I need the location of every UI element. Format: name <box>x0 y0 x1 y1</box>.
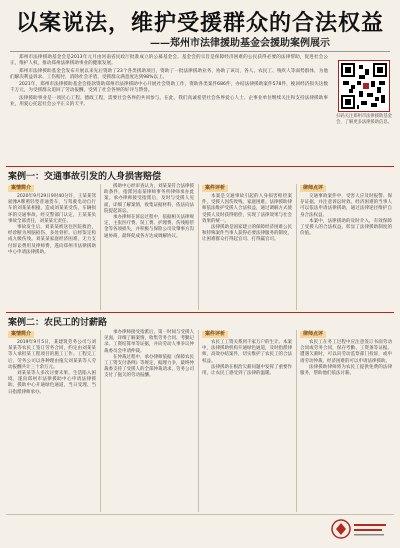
case2-paragraph: 在仲裁过程中，承办律师依据《保障农民工工资支付条例》等规定，据理力争，最终仲裁委支持了受援人的全部仲裁请求，劳务公司支付了拖欠的劳动报酬。 <box>104 354 194 379</box>
foundation-logo-icon <box>330 518 388 540</box>
case2-heading: 案例二：农民工的讨薪路 <box>8 318 108 328</box>
page-subtitle: ——郑州市法律援助基金会援助案例展示 <box>150 38 330 49</box>
case2-column-2 <box>104 330 194 380</box>
intro-paragraph: 郑州市法律援助基金会发布开展以来先后资助了23个各类援助项目，资助了一批法律援助业务，协助了该员，各人、农民工、残疾人等弱势群体，为他们解决利益诉求、工伤赔付，消除社会矛盾，受援群众满意度达到98%以上。 <box>10 68 328 80</box>
qr-caption: 扫码关注郑州市法律援助基金会，了解更多法律援助信息。 <box>336 114 392 125</box>
column-divider <box>198 184 199 310</box>
case1-paragraph: 交通事故案件中，受害人应及时报警、保存证据，并注意诉讼时效。经济困难的当事人可以依法申请法律援助，通过法律途径维护自身合法权益。 <box>300 194 392 218</box>
case1-column-4 <box>300 184 392 237</box>
case1-tag-analysis: 案件评析 <box>202 185 228 192</box>
top-divider <box>10 51 390 52</box>
case2-paragraph: 2019年9月5日，某建筑劳务公司与刘某某等农民工签订劳务合同，约定由刘某某等人承担某工程项目的施工工作。工程完工后，劳务公司以各种理由拖欠刘某某等人劳动报酬共计三十余万元。 <box>8 340 96 370</box>
case2-column-1 <box>8 330 96 396</box>
case1-paragraph: 本案中，法律援助的及时介入，有效保障了受援人的合法权益，彰显了法律援助制度的价值。 <box>300 218 392 237</box>
qr-code-icon[interactable] <box>338 60 390 112</box>
column-divider <box>198 330 199 512</box>
case1-column-2 <box>104 184 194 240</box>
case2-paragraph: 刘某某等人多次讨要未果，生活陷入困境，遂向郑州市法律援助中心申请法律援助。援助中心开通绿色通道，当日受理、当日指派律师承办。 <box>8 371 96 395</box>
case2-paragraph: 承办律师接受指派后，第一时间与受援人见面，详细了解案情，收集劳务合同、考勤记录、工资结算单等证据，并向劳动人事争议仲裁委员会申请仲裁。 <box>104 330 194 354</box>
qr-code-graphic <box>339 61 389 111</box>
case2-paragraph: 法律援助在根治欠薪问题中发挥了重要作用，让农民工感受到了法律的温暖。 <box>202 364 292 377</box>
case2-column-3 <box>202 330 292 377</box>
case1-paragraph: 法律援助是国家建立的保障经济困难公民和特殊案件当事人获得必要法律服务的制度，让困难群众打得起官司、打得赢官司。 <box>202 225 292 243</box>
case2-tag-analysis: 案件评析 <box>202 331 228 338</box>
case1-paragraph: 本案是交通事故引起的人身损害赔偿案件，受援人因伤致残、家庭困难。法律援助律师依法维护受援人合法权益，通过调解方式使受援人及时获得赔偿，实现了法律效果与社会效果的统一。 <box>202 194 292 224</box>
case2-paragraph: 农民工在务工过程中应注意签订书面劳动合同或劳务合同，保存考勤、工资条等证据。遭遇欠薪时，可以向劳动监察部门投诉，或申请劳动仲裁，经济困难的可以申请法律援助。 <box>300 340 392 364</box>
case2-tag-brief: 案情简介 <box>8 331 34 338</box>
intro-paragraph: 郑州市法律援助基金会是2013年元月由河南省民政厅批准成立的公募基金会。基金会的宗旨是保障经济困难的公民获得必要的法律帮助，促进社会公正，维护人权，推动郑州法律援助事业的健康发展。 <box>10 55 328 67</box>
intro-paragraph: 法律援助事业是一项民心工程、德政工程，需要社会各界的共同参与。在此，我们真诚希望社会各界爱心人士、企事业单位继续关注和支持法律援助事业，用爱心托起社会公平正义的天平。 <box>10 95 328 108</box>
column-divider <box>100 330 101 512</box>
case2-column-4 <box>300 330 392 377</box>
case2-paragraph: 农民工工资关系到千家万户的生计。本案中，法律援助机构开通绿色通道，及时指派律师，高效办结案件，切实维护了农民工的合法权益。 <box>202 340 292 364</box>
bottom-divider <box>6 514 394 515</box>
column-divider <box>100 184 101 310</box>
case2-paragraph: 法律援助律师将为农民工提供免费的法律服务，帮助他们依法讨薪。 <box>300 364 392 377</box>
case1-column-3 <box>202 184 292 244</box>
intro-section <box>10 55 328 109</box>
page-title: 以案说法，维护受援群众的合法权益 <box>15 10 384 36</box>
case1-paragraph: 事故发生后，刘某某被送往医院救治，经诊断为颅脑损伤、多处骨折。后经鉴定构成九级伤残。刘某某家庭经济困难，无力支付诉讼费用及律师费，遂向郑州市法律援助中心申请法律援助。 <box>8 225 96 255</box>
case1-paragraph: 2020年9月29日9时40分许，王某某驾驶豫A牌照轻型普通货车，与驾驶电动自行车的刘某某相撞，造成刘某某受伤、车辆损坏的交通事故。经交警部门认定，王某某负事故全部责任，刘某某无责任。 <box>8 194 96 224</box>
case1-heading: 案例一：交通事故引发的人身损害赔偿 <box>8 172 162 182</box>
case2-tag-comment: 律师点评 <box>300 331 326 338</box>
case1-column-1 <box>8 184 96 256</box>
case1-tag-comment: 律师点评 <box>300 185 326 192</box>
case1-paragraph: 承办律师在诉讼过程中，依据相关法律规定，主张医疗费、误工费、护理费、伤残赔偿金等各项损失，并积极与保险公司及肇事方沟通协商，最终促成各方达成调解协议。 <box>104 215 194 239</box>
case1-tag-brief: 案情简介 <box>8 185 34 192</box>
case1-header <box>6 166 394 181</box>
column-divider <box>296 330 297 512</box>
column-divider <box>296 184 297 310</box>
intro-paragraph: 2021年，郑州市法律援助基金会拨款资助郑州市法律援助中心开展社会资助工作，资助各类案件686件，办结法律援助案件578件，挽回经济损失达数千万元，为受援群众追回了劳动报酬，受到了社会各界的好评与赞誉。 <box>10 82 328 94</box>
case1-paragraph: 援助中心经审查认为，刘某某符合法律援助条件，指派河南某律师事务所律师承办此案。承办律师接受指派后，及时与受援人见面，详细了解案情，收集证据材料，依法向法院提起诉讼。 <box>104 184 194 214</box>
case2-header <box>6 312 394 327</box>
